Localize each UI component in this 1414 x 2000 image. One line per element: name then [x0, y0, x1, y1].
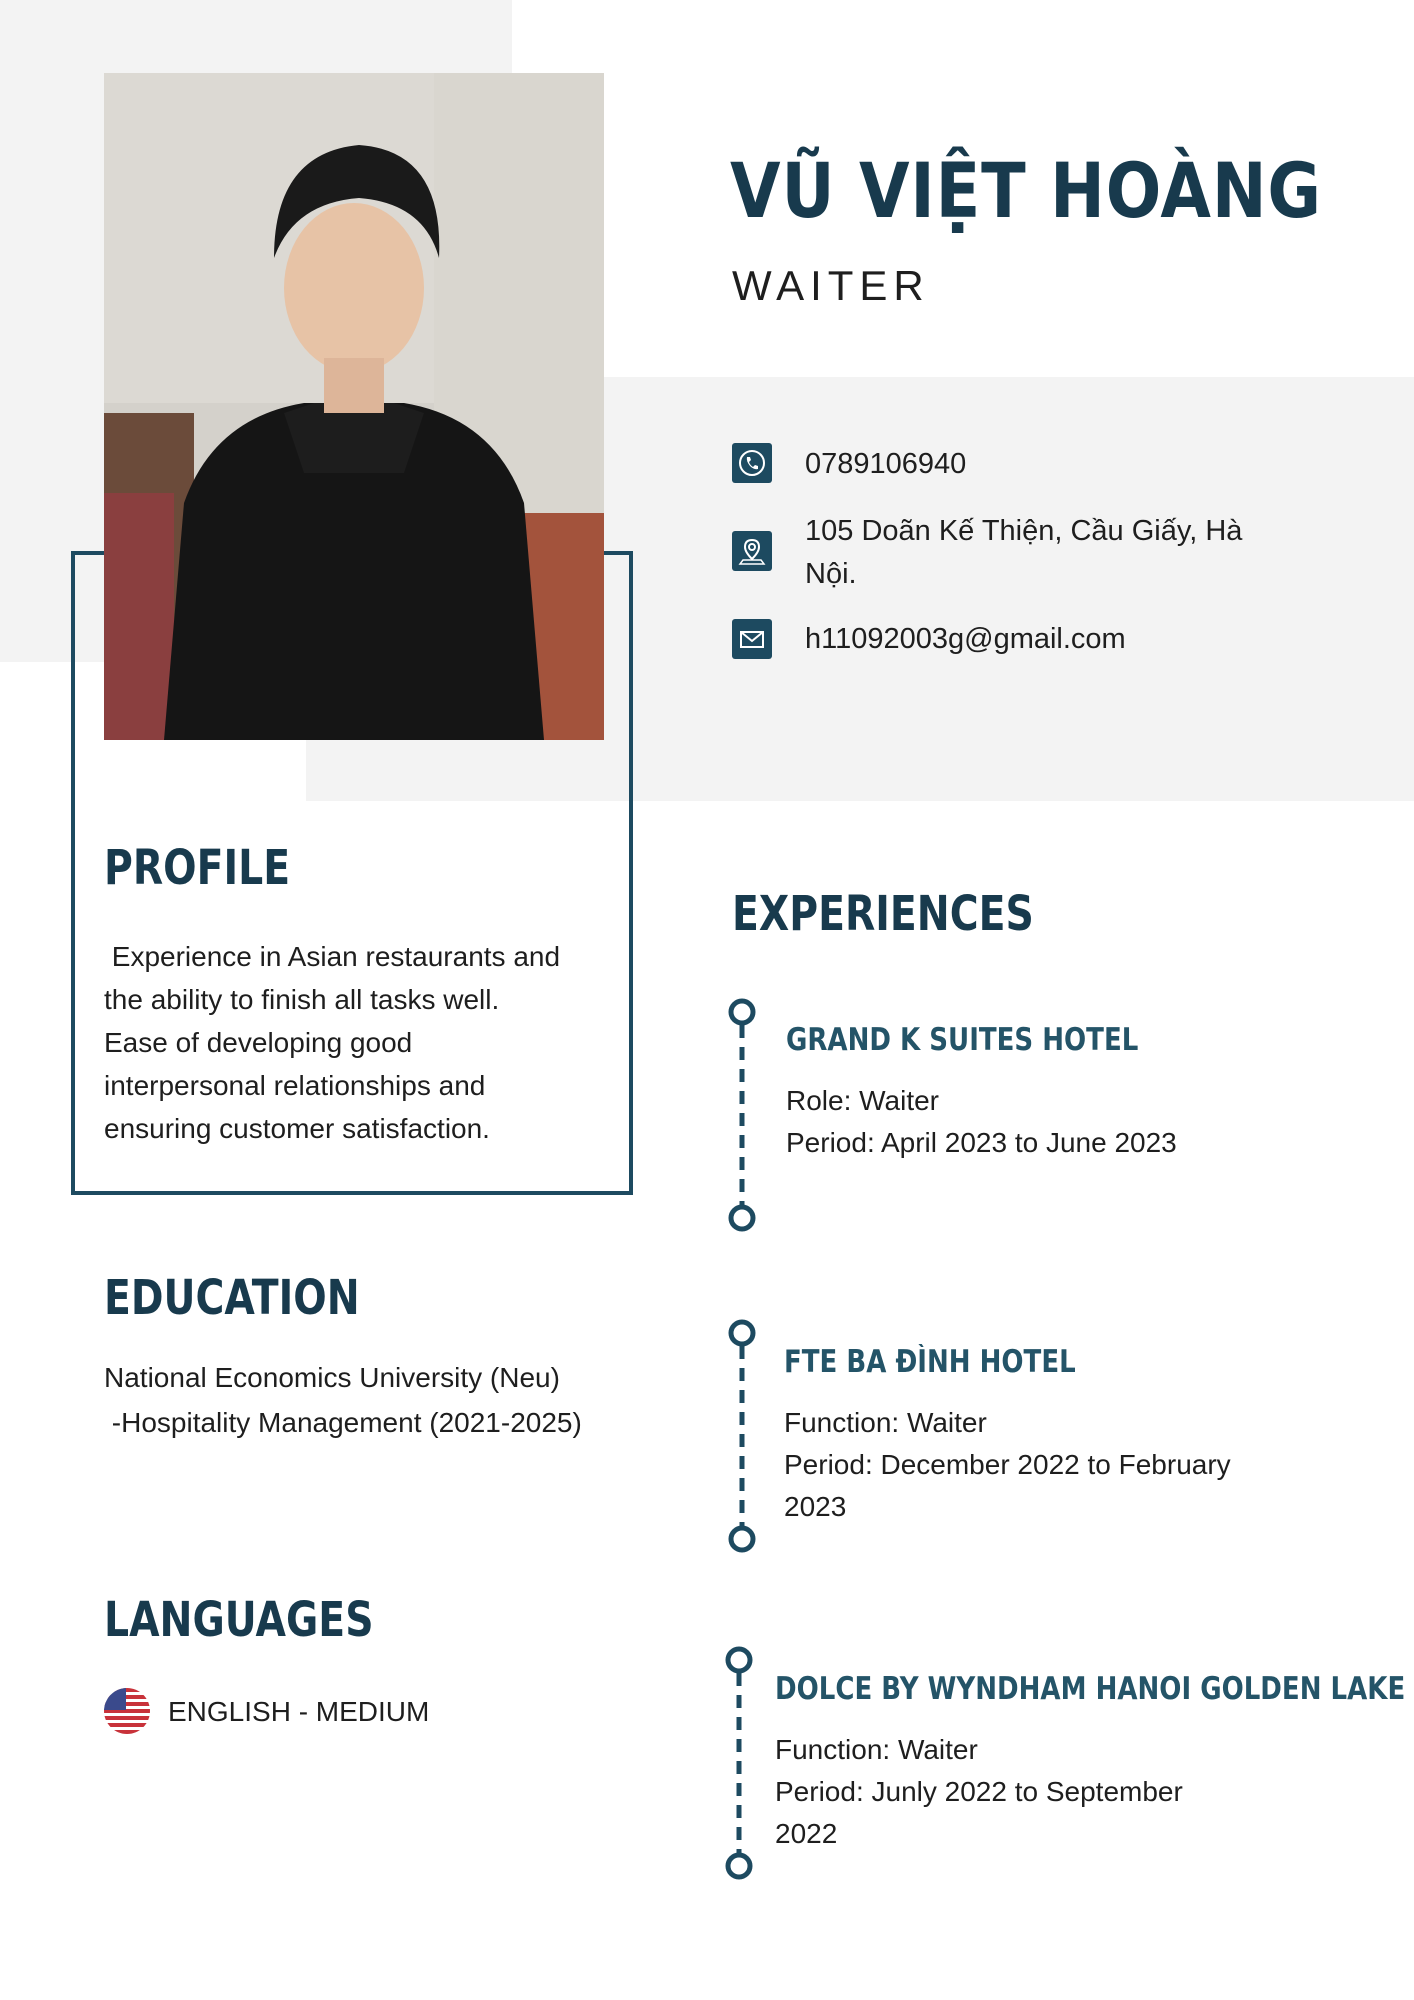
- address: [805, 510, 1242, 596]
- profile-heading: PROFILE: [104, 840, 291, 896]
- profile-line: Ease of developing good: [104, 1027, 413, 1058]
- experience-line: Period: December 2022 to February: [784, 1449, 1231, 1480]
- mail-icon: [732, 619, 772, 659]
- profile-line: Experience in Asian restaurants and: [104, 941, 561, 972]
- language-label: ENGLISH - MEDIUM: [168, 1695, 430, 1727]
- education-line: -Hospitality Management (2021-2025): [104, 1407, 582, 1438]
- experience-details: [786, 1080, 1177, 1164]
- address-line-1: 105 Doãn Kế Thiện, Cầu Giấy, Hà: [805, 515, 1243, 547]
- education-line: National Economics University (Neu): [104, 1362, 560, 1393]
- phone-icon: [732, 443, 772, 483]
- language-item: [104, 1688, 429, 1734]
- timeline-3: [724, 1645, 754, 1883]
- experience-details: [784, 1402, 1231, 1528]
- profile-line: interpersonal relationships and: [104, 1070, 486, 1101]
- profile-text: [104, 935, 604, 1150]
- experiences-heading: EXPERIENCES: [732, 886, 1034, 942]
- experience-line: Period: Junly 2022 to September: [775, 1776, 1183, 1807]
- us-flag-icon: [104, 1688, 150, 1734]
- profile-line: ensuring customer satisfaction.: [104, 1113, 490, 1144]
- languages-heading: LANGUAGES: [104, 1592, 374, 1648]
- education-text: [104, 1355, 582, 1445]
- experience-line: Period: April 2023 to June 2023: [786, 1127, 1177, 1158]
- profile-photo: [104, 73, 604, 740]
- experience-line: 2022: [775, 1818, 838, 1849]
- experience-details: [775, 1729, 1183, 1855]
- experience-line: 2023: [784, 1491, 847, 1522]
- phone-number: 0789106940: [805, 448, 967, 480]
- timeline-2: [727, 1318, 757, 1556]
- experience-company: GRAND K SUITES HOTEL: [786, 1022, 1139, 1058]
- experience-line: Role: Waiter: [786, 1085, 940, 1116]
- experience-line: Function: Waiter: [775, 1734, 978, 1765]
- experience-company: DOLCE BY WYNDHAM HANOI GOLDEN LAKE: [775, 1671, 1406, 1707]
- address-line-2: Nội.: [805, 558, 857, 590]
- experience-company: FTE BA ĐÌNH HOTEL: [784, 1344, 1076, 1380]
- email-address: h11092003g@gmail.com: [805, 623, 1126, 655]
- profile-line: the ability to finish all tasks well.: [104, 984, 500, 1015]
- job-title: WAITER: [732, 262, 930, 309]
- experience-line: Function: Waiter: [784, 1407, 987, 1438]
- timeline-1: [727, 997, 757, 1235]
- person-name: VŨ VIỆT HOÀNG: [730, 146, 1322, 235]
- education-heading: EDUCATION: [104, 1270, 360, 1326]
- location-pin-icon: [732, 531, 772, 571]
